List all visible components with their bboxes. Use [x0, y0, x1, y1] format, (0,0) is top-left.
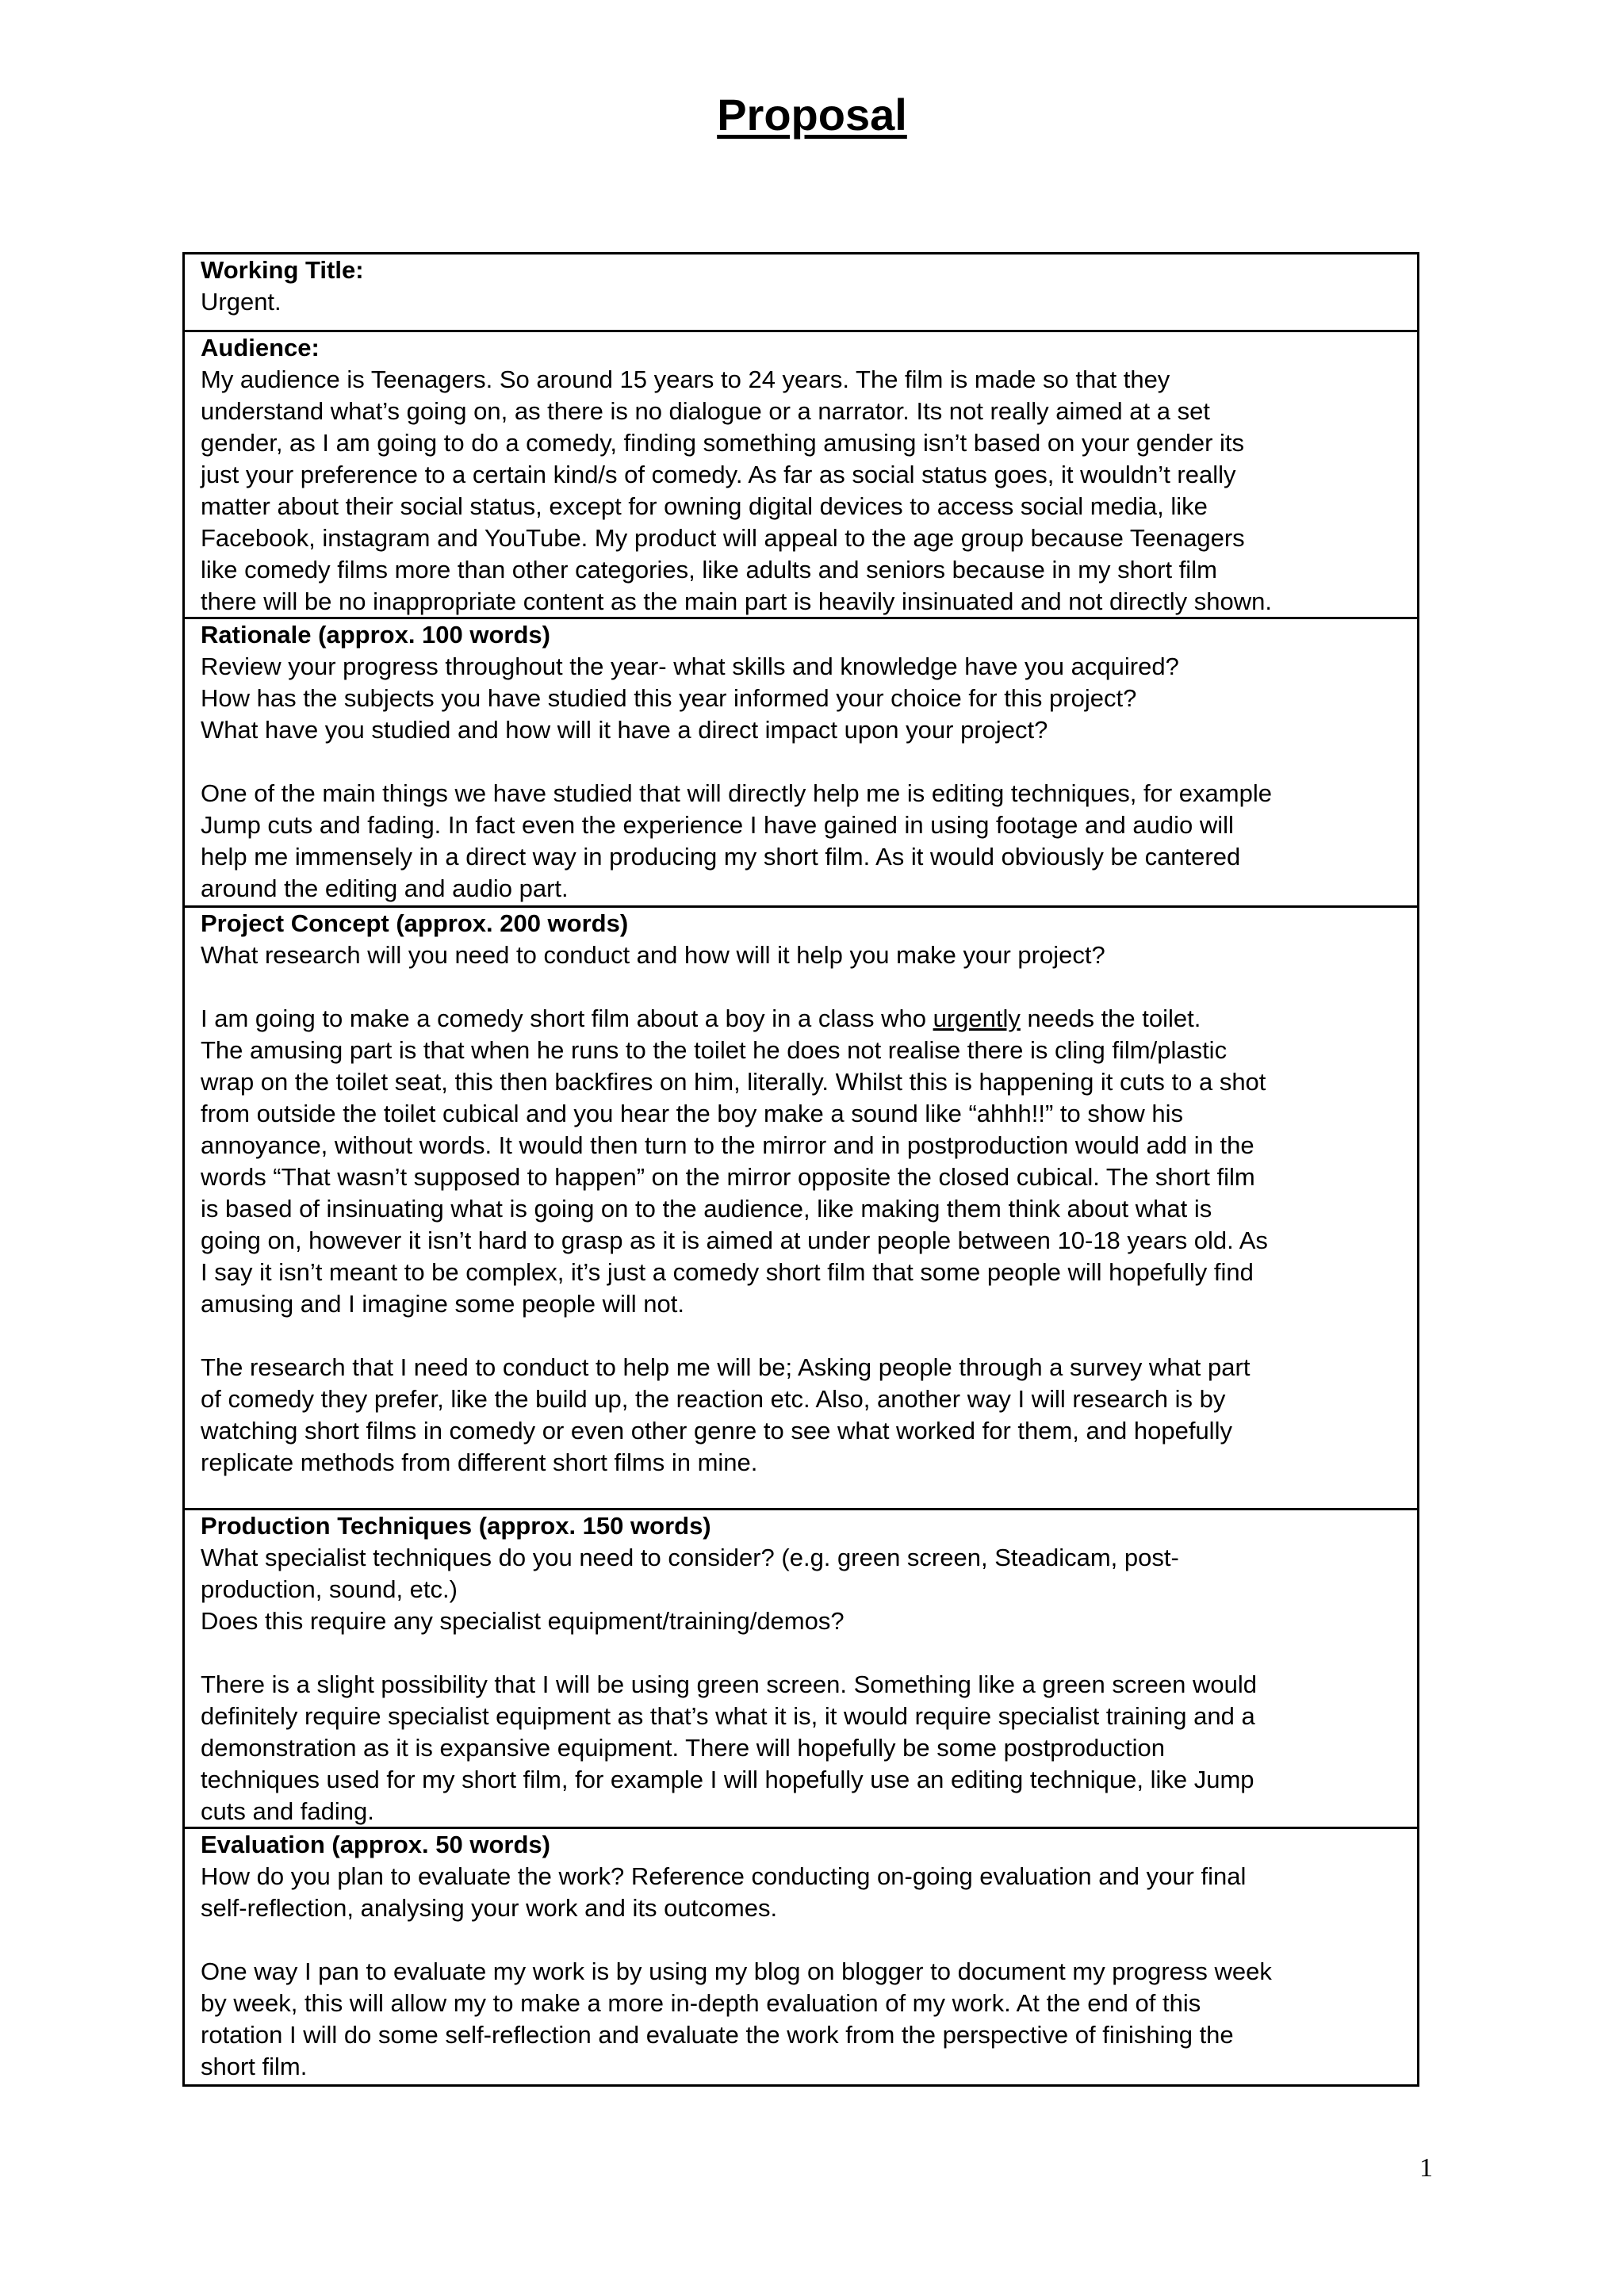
rationale-answer-line: Jump cuts and fading. In fact even the experience I have gained in using footage and audio will: [201, 811, 1234, 839]
project-concept-answer-line: The amusing part is that when he runs to the toilet he does not realise there is cling film/plastic: [201, 1036, 1228, 1064]
spacer: [201, 746, 1401, 778]
project-concept-research-line: The research that I need to conduct to help me will be; Asking people through a survey what part: [201, 1353, 1251, 1381]
evaluation-prompt-line: self-reflection, analysing your work and its outcomes.: [201, 1894, 778, 1922]
project-concept-answer-line: amusing and I imagine some people will not.: [201, 1290, 685, 1318]
production-answer-line: cuts and fading.: [201, 1797, 374, 1825]
audience-line: there will be no inappropriate content as the main part is heavily insinuated and not directly shown.: [201, 587, 1273, 615]
project-concept-section: [185, 908, 1417, 1510]
evaluation-answer-line: One way I pan to evaluate my work is by using my blog on blogger to document my progress week: [201, 1957, 1272, 1985]
project-concept-answer-line: going on, however it isn’t hard to grasp as it is aimed at under people between 10-18 years old. As: [201, 1226, 1268, 1254]
audience-section: [185, 332, 1417, 619]
project-concept-answer-line: wrap on the toilet seat, this then backfires on him, literally. Whilst this is happening it cuts to a shot: [201, 1068, 1266, 1096]
rationale-section: [185, 619, 1417, 908]
project-concept-research-line: of comedy they prefer, like the build up, the reaction etc. Also, another way I will research is by: [201, 1385, 1226, 1413]
production-techniques-heading: Production Techniques (approx. 150 words): [201, 1512, 711, 1540]
spacer: [201, 1924, 1401, 1956]
project-concept-answer-line: annoyance, without words. It would then turn to the mirror and in postproduction would add in the: [201, 1131, 1254, 1159]
production-techniques-section: [185, 1510, 1417, 1829]
audience-line: just your preference to a certain kind/s of comedy. As far as social status goes, it wouldn’t really: [201, 461, 1236, 488]
production-answer-line: definitely require specialist equipment as that’s what it is, it would require specialist training and a: [201, 1702, 1255, 1730]
rationale-prompt-line: What have you studied and how will it have a direct impact upon your project?: [201, 716, 1048, 744]
spacer: [201, 971, 1401, 1003]
working-title-heading: Working Title:: [201, 256, 364, 284]
rationale-heading: Rationale (approx. 100 words): [201, 621, 550, 649]
audience-line: gender, as I am going to do a comedy, finding something amusing isn’t based on your gender its: [201, 429, 1245, 457]
page-number: 1: [1419, 2153, 1433, 2183]
project-concept-answer-line: from outside the toilet cubical and you hear the boy make a sound like “ahhh!!” to show his: [201, 1100, 1183, 1127]
project-concept-first-line: [201, 1003, 1401, 1035]
project-concept-answer-line: is based of insinuating what is going on to the audience, like making them think about what is: [201, 1195, 1212, 1223]
production-answer-line: demonstration as it is expansive equipment. There will hopefully be some postproduction: [201, 1734, 1165, 1762]
evaluation-answer-line: rotation I will do some self-reflection and evaluate the work from the perspective of finishing the: [201, 2021, 1234, 2049]
project-concept-research-line: replicate methods from different short films in mine.: [201, 1448, 758, 1476]
first-line-text: I am going to make a comedy short film about a boy in a class who: [201, 1004, 933, 1032]
page-title: Proposal: [717, 90, 907, 140]
evaluation-prompt-line: How do you plan to evaluate the work? Reference conducting on-going evaluation and your final: [201, 1862, 1247, 1890]
spacer: [201, 1320, 1401, 1352]
rationale-prompt-line: How has the subjects you have studied this year informed your choice for this project?: [201, 684, 1137, 712]
rationale-prompt-line: Review your progress throughout the year- what skills and knowledge have you acquired?: [201, 652, 1179, 680]
spacer: [201, 1637, 1401, 1669]
rationale-answer-line: around the editing and audio part.: [201, 874, 569, 902]
underlined-word: urgently: [933, 1004, 1021, 1032]
project-concept-answer-line: I say it isn’t meant to be complex, it’s just a comedy short film that some people will hopefully find: [201, 1258, 1254, 1286]
production-prompt-line: What specialist techniques do you need to consider? (e.g. green screen, Steadicam, post-: [201, 1544, 1179, 1571]
production-prompt-line: production, sound, etc.): [201, 1575, 458, 1603]
evaluation-answer-line: by week, this will allow my to make a more in-depth evaluation of my work. At the end of this: [201, 1989, 1201, 2017]
production-answer-line: techniques used for my short film, for example I will hopefully use an editing technique, like Jump: [201, 1766, 1254, 1793]
proposal-table: [182, 252, 1419, 2087]
project-concept-answer-line: words “That wasn’t supposed to happen” on the mirror opposite the closed cubical. The short film: [201, 1163, 1255, 1191]
audience-line: Facebook, instagram and YouTube. My product will appeal to the age group because Teenagers: [201, 524, 1245, 552]
project-concept-heading: Project Concept (approx. 200 words): [201, 909, 629, 937]
first-line-text: needs the toilet.: [1020, 1004, 1201, 1032]
project-concept-prompt-line: What research will you need to conduct and how will it help you make your project?: [201, 941, 1105, 969]
audience-line: like comedy films more than other categories, like adults and seniors because in my short film: [201, 556, 1217, 584]
evaluation-answer-line: short film.: [201, 2053, 308, 2080]
audience-line: My audience is Teenagers. So around 15 years to 24 years. The film is made so that they: [201, 365, 1170, 393]
working-title-value: Urgent.: [201, 288, 282, 316]
project-concept-research-line: watching short films in comedy or even other genre to see what worked for them, and hopefully: [201, 1417, 1232, 1445]
audience-heading: Audience:: [201, 334, 320, 362]
audience-line: matter about their social status, except for owning digital devices to access social media, like: [201, 492, 1208, 520]
evaluation-section: [185, 1829, 1417, 2084]
rationale-answer-line: One of the main things we have studied that will directly help me is editing techniques, for example: [201, 779, 1272, 807]
production-prompt-line: Does this require any specialist equipment/training/demos?: [201, 1607, 845, 1635]
working-title-section: [185, 254, 1417, 332]
evaluation-heading: Evaluation (approx. 50 words): [201, 1831, 550, 1858]
audience-line: understand what’s going on, as there is no dialogue or a narrator. Its not really aimed at a set: [201, 397, 1210, 425]
production-answer-line: There is a slight possibility that I will be using green screen. Something like a green screen would: [201, 1670, 1257, 1698]
rationale-answer-line: help me immensely in a direct way in producing my short film. As it would obviously be cantered: [201, 843, 1241, 871]
